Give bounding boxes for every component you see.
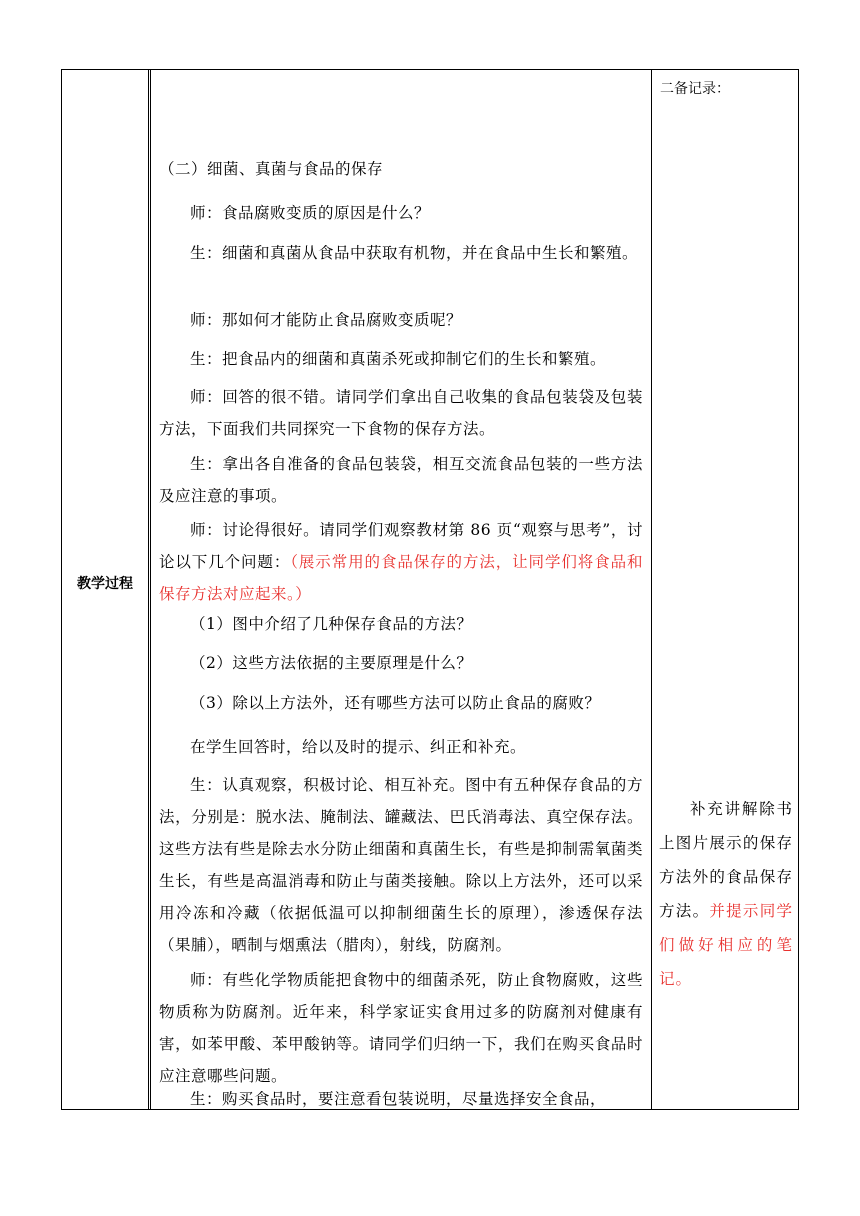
question: （1）图中介绍了几种保存食品的方法？ [190,615,473,633]
question: （3）除以上方法外，还有哪些方法可以防止食品的腐败？ [190,694,601,712]
section-title: （二）细菌、真菌与食品的保存 [159,160,384,178]
paragraph: 师：食品腐败变质的原因是什么？ [190,204,431,222]
paragraph: 生：认真观察，积极讨论、相互补充。图中有五种保存食品的方法，分别是：脱水法、腌制法、罐藏法、巴氏消毒法、真空保存法。这些方法有些是除去水分防止细菌和真菌生长，有些是抑制需氧菌类生长，有些是高温消毒和防止与菌类接触。除以上方法外，还可以采用冷冻和冷藏（依据低温可以抑制细菌生长的原理），渗透保存法（果脯），晒制与烟熏法（腊肉），射线，防腐剂。 [159,776,643,954]
column-divider-2 [651,69,652,1110]
paragraph: 师：有些化学物质能把食物中的细菌杀死，防止食物腐败，这些物质称为防腐剂。近年来，科学家证实食用过多的防腐剂对健康有害，如苯甲酸、苯甲酸钠等。请同学们归纳一下，我们在购买食品时应注意哪些问题。 [159,971,643,1085]
notes-title: 二备记录： [660,81,730,97]
side-note-text: 补充讲解除书上图片展示的保存方法外的食品保存方法。 [659,800,793,920]
table-right-border [798,69,799,1110]
paragraph: 生：细菌和真菌从食品中获取有机物，并在食品中生长和繁殖。 [190,244,639,262]
side-note [659,792,793,996]
teaching-note-red: （展示常用的食品保存的方法，让同学们将食品和保存方法对应起来。） [159,553,643,603]
paragraph: 生：把食品内的细菌和真菌杀死或抑制它们的生长和繁殖。 [190,350,607,368]
paragraph: 生：拿出各自准备的食品包装袋，相互交流食品包装的一些方法及应注意的事项。 [159,455,643,505]
question: （2）这些方法依据的主要原理是什么？ [190,654,473,672]
column-divider-1 [148,69,149,1110]
paragraph: 师：回答的很不错。请同学们拿出自己收集的食品包装袋及包装方法，下面我们共同探究一下食物的保存方法。 [159,388,643,438]
paragraph: 师：那如何才能防止食品腐败变质呢？ [190,311,463,329]
paragraph-text: 师：讨论得很好。请同学们观察教材第 86 页“观察与思考”，讨论以下几个问题： [159,521,643,571]
paragraph: 生：购买食品时，要注意看包装说明，尽量选择安全食品， [190,1090,607,1108]
main-content [150,0,650,1110]
row-label: 教学过程 [77,576,133,592]
paragraph-with-note [159,514,643,610]
paragraph: 在学生回答时，给以及时的提示、纠正和补充。 [190,738,527,756]
side-note-red: 并提示同学们做好相应的笔记。 [659,902,793,988]
